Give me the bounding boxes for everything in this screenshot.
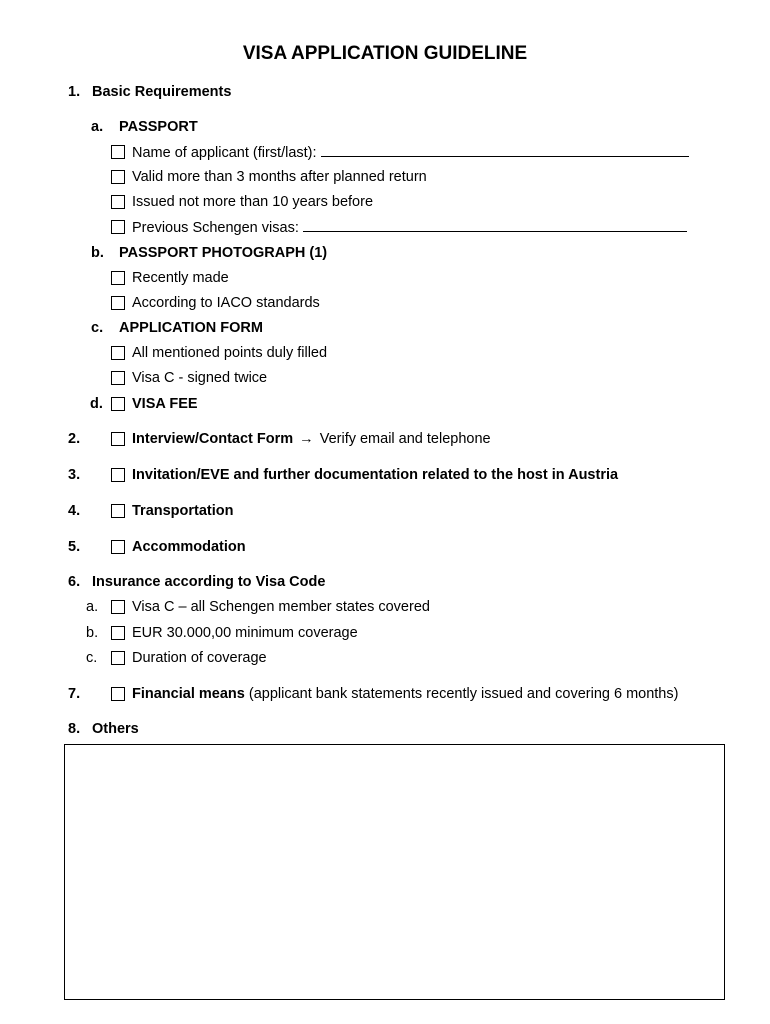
- previous-schengen-checkbox[interactable]: [111, 220, 125, 234]
- arrow-right-icon: →: [299, 431, 314, 447]
- name-of-applicant-row: [132, 143, 689, 162]
- schengen-covered-checkbox[interactable]: [111, 600, 125, 614]
- iaco-standards-checkbox[interactable]: [111, 296, 125, 310]
- signed-twice-label: Visa C - signed twice: [132, 370, 268, 386]
- interview-label: Interview/Contact Form: [132, 431, 294, 447]
- previous-schengen-label: Previous Schengen visas:: [132, 220, 299, 236]
- recently-made-label: Recently made: [132, 270, 229, 286]
- section-5-number: 5.: [68, 539, 81, 555]
- section-6-number: 6.: [68, 574, 81, 590]
- financial-means-row: [132, 685, 678, 703]
- visa-fee-label: VISA FEE: [132, 396, 198, 412]
- visa-fee-checkbox[interactable]: [111, 397, 125, 411]
- fee-letter: d.: [90, 396, 103, 412]
- invitation-checkbox[interactable]: [111, 468, 125, 482]
- section-7-number: 7.: [68, 686, 81, 702]
- issued-10-years-label: Issued not more than 10 years before: [132, 194, 374, 210]
- duly-filled-label: All mentioned points duly filled: [132, 345, 328, 361]
- coverage-duration-checkbox[interactable]: [111, 651, 125, 665]
- iaco-standards-label: According to IACO standards: [132, 295, 320, 311]
- recently-made-checkbox[interactable]: [111, 271, 125, 285]
- section-3-number: 3.: [68, 467, 81, 483]
- transportation-checkbox[interactable]: [111, 504, 125, 518]
- section-8-number: 8.: [68, 721, 81, 737]
- financial-means-note: (applicant bank statements recently issued and covering 6 months): [248, 686, 679, 702]
- section-6-heading: Insurance according to Visa Code: [92, 574, 326, 590]
- coverage-duration-label: Duration of coverage: [132, 650, 267, 666]
- accommodation-label: Accommodation: [132, 539, 246, 555]
- invitation-label: Invitation/EVE and further documentation related to the host in Austria: [132, 467, 619, 483]
- section-8-heading: Others: [92, 721, 139, 737]
- photo-heading: PASSPORT PHOTOGRAPH (1): [119, 245, 328, 261]
- insurance-c-letter: c.: [86, 650, 98, 666]
- photo-letter: b.: [91, 245, 104, 261]
- section-2-number: 2.: [68, 431, 81, 447]
- passport-heading: PASSPORT: [119, 119, 198, 135]
- name-of-applicant-field[interactable]: [321, 143, 689, 157]
- minimum-coverage-label: EUR 30.000,00 minimum coverage: [132, 625, 358, 641]
- duly-filled-checkbox[interactable]: [111, 346, 125, 360]
- transportation-label: Transportation: [132, 503, 234, 519]
- signed-twice-checkbox[interactable]: [111, 371, 125, 385]
- insurance-a-letter: a.: [86, 599, 99, 615]
- previous-schengen-row: [132, 218, 687, 237]
- name-of-applicant-checkbox[interactable]: [111, 145, 125, 159]
- issued-10-years-checkbox[interactable]: [111, 195, 125, 209]
- valid-3-months-checkbox[interactable]: [111, 170, 125, 184]
- interview-note: Verify email and telephone: [319, 431, 491, 447]
- interview-checkbox[interactable]: [111, 432, 125, 446]
- minimum-coverage-checkbox[interactable]: [111, 626, 125, 640]
- financial-means-label: Financial means: [132, 686, 245, 702]
- others-textarea[interactable]: [64, 744, 725, 1000]
- form-heading: APPLICATION FORM: [119, 320, 263, 336]
- name-of-applicant-label: Name of applicant (first/last):: [132, 145, 317, 161]
- section-4-number: 4.: [68, 503, 81, 519]
- insurance-b-letter: b.: [86, 625, 99, 641]
- accommodation-checkbox[interactable]: [111, 540, 125, 554]
- section-1-number: 1.: [68, 84, 81, 100]
- financial-means-checkbox[interactable]: [111, 687, 125, 701]
- valid-3-months-label: Valid more than 3 months after planned return: [132, 169, 427, 185]
- passport-letter: a.: [91, 119, 104, 135]
- section-1-heading: Basic Requirements: [92, 84, 232, 100]
- previous-schengen-field[interactable]: [303, 218, 687, 232]
- interview-row: [132, 430, 491, 448]
- form-letter: c.: [91, 320, 104, 336]
- schengen-covered-label: Visa C – all Schengen member states covered: [132, 599, 430, 615]
- page-title: VISA APPLICATION GUIDELINE: [242, 43, 528, 64]
